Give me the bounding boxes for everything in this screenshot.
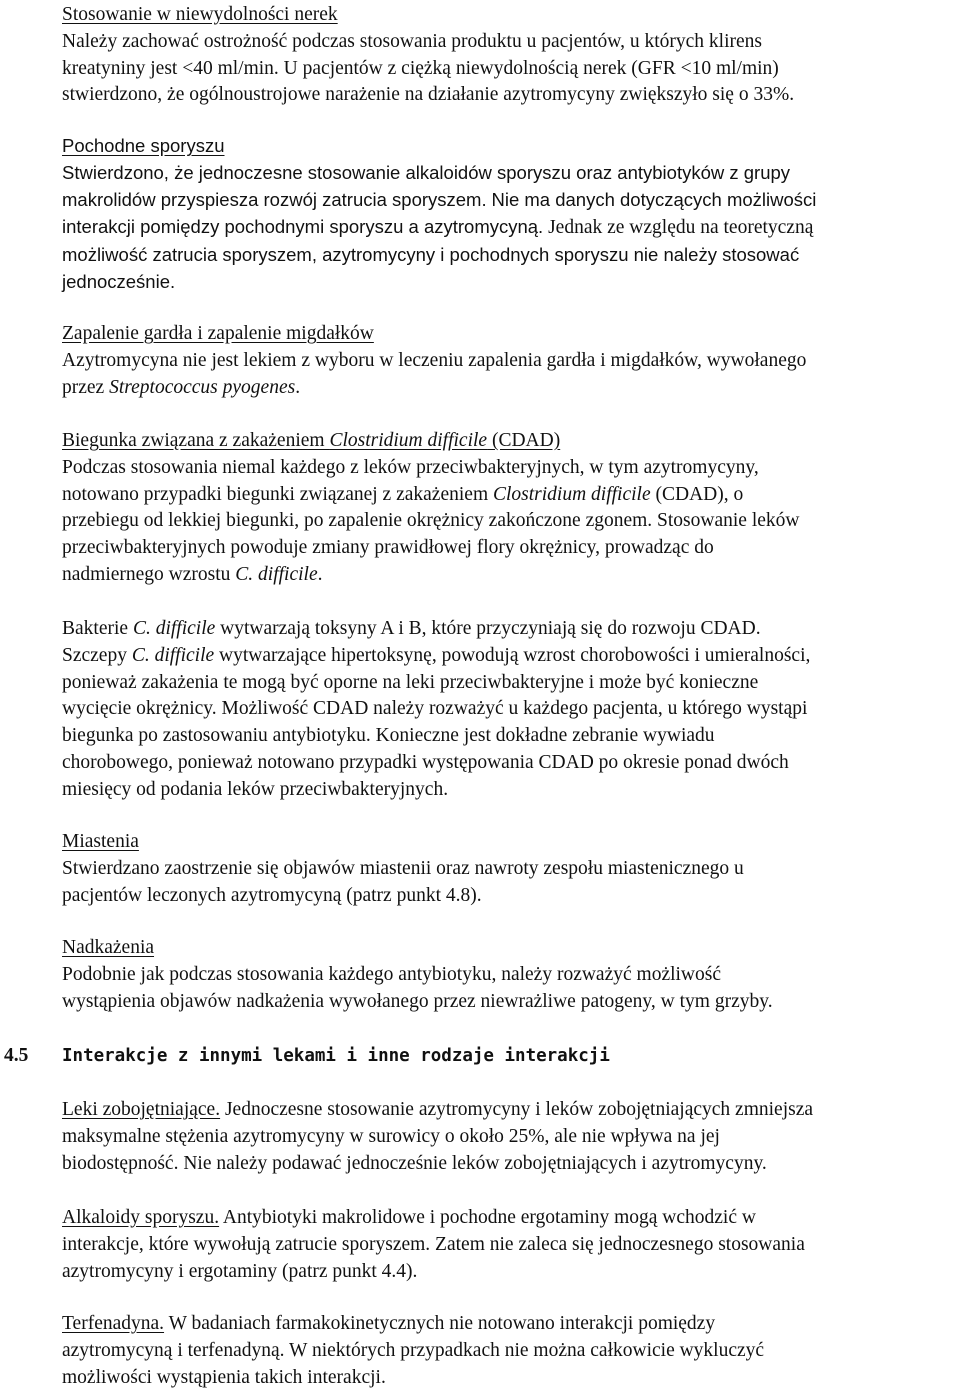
ergot-line-3-b: Jednak ze względu na teoretyczną — [548, 217, 814, 239]
terfenadine-line-2: azytromycyną i terfenadyną. W niektórych przypadkach nie można całkowicie wykluczyć — [62, 1339, 765, 1361]
ergot-line-3-a: interakcji pomiędzy pochodnymi sporyszu a azytromycyną. — [62, 216, 544, 238]
cdad-heading-prefix: Biegunka związana z zakażeniem — [62, 430, 330, 451]
renal-line-1: Należy zachować ostrożność podczas stosowania produktu u pacjentów, u których klirens — [62, 30, 762, 52]
terfenadine-line-3: możliwości wystąpienia takich interakcji. — [62, 1366, 386, 1388]
cdad-section — [62, 428, 957, 589]
ergot-line-5: jednocześnie. — [62, 270, 176, 292]
throat-section — [62, 321, 957, 401]
bacteria-line-1-prefix: Bakterie — [62, 618, 133, 639]
renal-section — [62, 2, 957, 109]
bacteria-line-5: biegunka po zastosowaniu antybiotyku. Konieczne jest dokładne zebranie wywiadu — [62, 725, 715, 747]
organism-name: Streptococcus pyogenes — [109, 376, 296, 398]
bacteria-line-4: wycięcie okrężnicy. Możliwość CDAD należy rozważyć u każdego pacjenta, u którego wystąpi — [62, 698, 808, 720]
cdad-line-3-a: przebiegu od lekkiej biegunki, po zapalenie okrężnicy zakończone zgonem. — [62, 510, 653, 532]
terfenadine-line-1-rest: W badaniach farmakokinetycznych nie notowano interakcji pomiędzy — [164, 1313, 716, 1334]
cdad-line-3-b: Stosowanie leków — [652, 510, 800, 532]
ergot-line-4: możliwość zatrucia sporyszem, azytromycyny i pochodnych sporyszu nie należy stosować — [62, 244, 800, 266]
terfenadine-label: Terfenadyna. — [62, 1313, 165, 1334]
bacteria-line-2 — [62, 643, 957, 670]
antacids-line-1 — [62, 1097, 957, 1124]
ergot-alkaloids-line-1 — [62, 1205, 957, 1232]
section-number: 4.5 — [4, 1045, 29, 1066]
ergot-alkaloids-line-3: azytromycyny i ergotaminy (patrz punkt 4.4). — [62, 1260, 418, 1282]
throat-line-2 — [62, 375, 957, 402]
bacteria-line-6: chorobowego, ponieważ notowano przypadki występowania CDAD po okresie ponad dwóch — [62, 751, 789, 773]
cdad-line-5-prefix: nadmiernego wzrostu — [62, 563, 236, 585]
terfenadine-paragraph — [62, 1311, 957, 1391]
throat-line-1: Azytromycyna nie jest lekiem z wyboru w leczeniu zapalenia gardła i migdałków, wywołanego — [62, 349, 807, 371]
throat-heading: Zapalenie gardła i zapalenie migdałków — [62, 323, 374, 344]
renal-line-3: stwierdzono, że ogólnoustrojowe narażenie na działanie azytromycyny zwiększyło się o 33%. — [62, 84, 795, 106]
cdad-heading — [62, 428, 957, 455]
bacteria-paragraph — [62, 616, 957, 804]
cdad-line-5 — [62, 562, 957, 589]
myasthenia-line-2: pacjentów leczonych azytromycyną (patrz punkt 4.8). — [62, 884, 482, 906]
cdad-line-2 — [62, 482, 957, 509]
ergot-alkaloids-label: Alkaloidy sporyszu. — [62, 1207, 220, 1228]
cdad-line-3 — [62, 508, 957, 535]
ergot-heading: Pochodne sporyszu — [62, 135, 225, 156]
cdad-line-5-suffix: . — [317, 563, 323, 585]
antacids-line-3: biodostępność. Nie należy podawać jednocześnie leków zobojętniających i azytromycyny. — [62, 1152, 767, 1174]
ergot-alkaloids-line-1-rest: Antybiotyki makrolidowe i pochodne ergotaminy mogą wchodzić w — [219, 1207, 756, 1228]
bacteria-line-1-organism: C. difficile — [132, 618, 216, 639]
antacids-paragraph — [62, 1097, 957, 1177]
myasthenia-heading: Miastenia — [62, 831, 139, 852]
antacids-line-2: maksymalne stężenia azytromycyny w surowicy o około 25%, ale nie wpływa na jej — [62, 1125, 720, 1147]
superinfection-heading: Nadkażenia — [62, 937, 155, 958]
ergot-line-2-b: Nie ma danych dotyczących możliwości — [491, 188, 817, 210]
bacteria-line-1-suffix: wytwarzają toksyny A i B, które przyczyniają się do rozwoju CDAD. — [215, 618, 761, 639]
ergot-line-1: Stwierdzono, że jednoczesne stosowanie alkaloidów sporyszu oraz antybiotyków z grupy — [62, 161, 791, 183]
section-title: Interakcje z innymi lekami i inne rodzaje interakcji — [62, 1046, 610, 1066]
bacteria-line-1 — [62, 616, 957, 643]
terfenadine-line-1 — [62, 1311, 957, 1338]
bacteria-line-2-organism: C. difficile — [131, 644, 215, 666]
antacids-line-1-rest: Jednoczesne stosowanie azytromycyny i leków zobojętniających zmniejsza — [220, 1099, 814, 1120]
cdad-line-2-prefix: notowano przypadki biegunki związanej z zakażeniem — [62, 483, 493, 505]
cdad-heading-organism: Clostridium difficile — [329, 430, 488, 451]
myasthenia-section — [62, 829, 957, 909]
cdad-heading-suffix: (CDAD) — [487, 430, 561, 451]
ergot-line-2-a: makrolidów przyspiesza rozwój zatrucia sporyszem. — [62, 188, 487, 210]
superinfection-line-1: Podobnie jak podczas stosowania każdego antybiotyku, należy rozważyć możliwość — [62, 963, 722, 985]
cdad-line-5-organism: C. difficile — [235, 563, 318, 585]
ergot-line-2 — [62, 187, 957, 215]
renal-line-2: kreatyniny jest <40 ml/min. U pacjentów z ciężką niewydolnością nerek (GFR <10 ml/min) — [62, 57, 779, 79]
ergot-alkaloids-paragraph — [62, 1205, 957, 1285]
bacteria-line-7: miesięcy od podania leków przeciwbakteryjnych. — [62, 778, 449, 800]
throat-line-2-suffix: . — [295, 376, 301, 398]
cdad-line-2-organism: Clostridium difficile — [492, 483, 651, 505]
bacteria-line-3: ponieważ zakażenia te mogą być oporne na leki przeciwbakteryjne i może być konieczne — [62, 671, 759, 693]
cdad-line-4: przeciwbakteryjnych powoduje zmiany prawidłowej flory okrężnicy, prowadząc do — [62, 537, 714, 559]
bacteria-line-2-suffix: wytwarzające hipertoksynę, powodują wzrost chorobowości i umieralności, — [214, 644, 811, 666]
superinfection-section — [62, 935, 957, 1015]
cdad-line-2-suffix: (CDAD), o — [650, 483, 744, 505]
cdad-line-1: Podczas stosowania niemal każdego z leków przeciwbakteryjnych, w tym azytromycyny, — [62, 456, 759, 478]
antacids-label: Leki zobojętniające. — [62, 1099, 221, 1120]
renal-heading: Stosowanie w niewydolności nerek — [62, 4, 338, 25]
myasthenia-line-1: Stwierdzano zaostrzenie się objawów miastenii oraz nawroty zespołu miastenicznego u — [62, 857, 744, 879]
superinfection-line-2: wystąpienia objawów nadkażenia wywołanego przez niewrażliwe patogeny, w tym grzyby. — [62, 990, 773, 1012]
ergot-alkaloids-line-2: interakcje, które wywołują zatrucie sporyszem. Zatem nie zaleca się jednoczesnego stosowania — [62, 1233, 805, 1255]
throat-line-2-prefix: przez — [62, 376, 110, 398]
ergot-section — [62, 133, 957, 296]
bacteria-line-2-prefix: Szczepy — [62, 644, 132, 666]
ergot-line-3 — [62, 214, 957, 242]
